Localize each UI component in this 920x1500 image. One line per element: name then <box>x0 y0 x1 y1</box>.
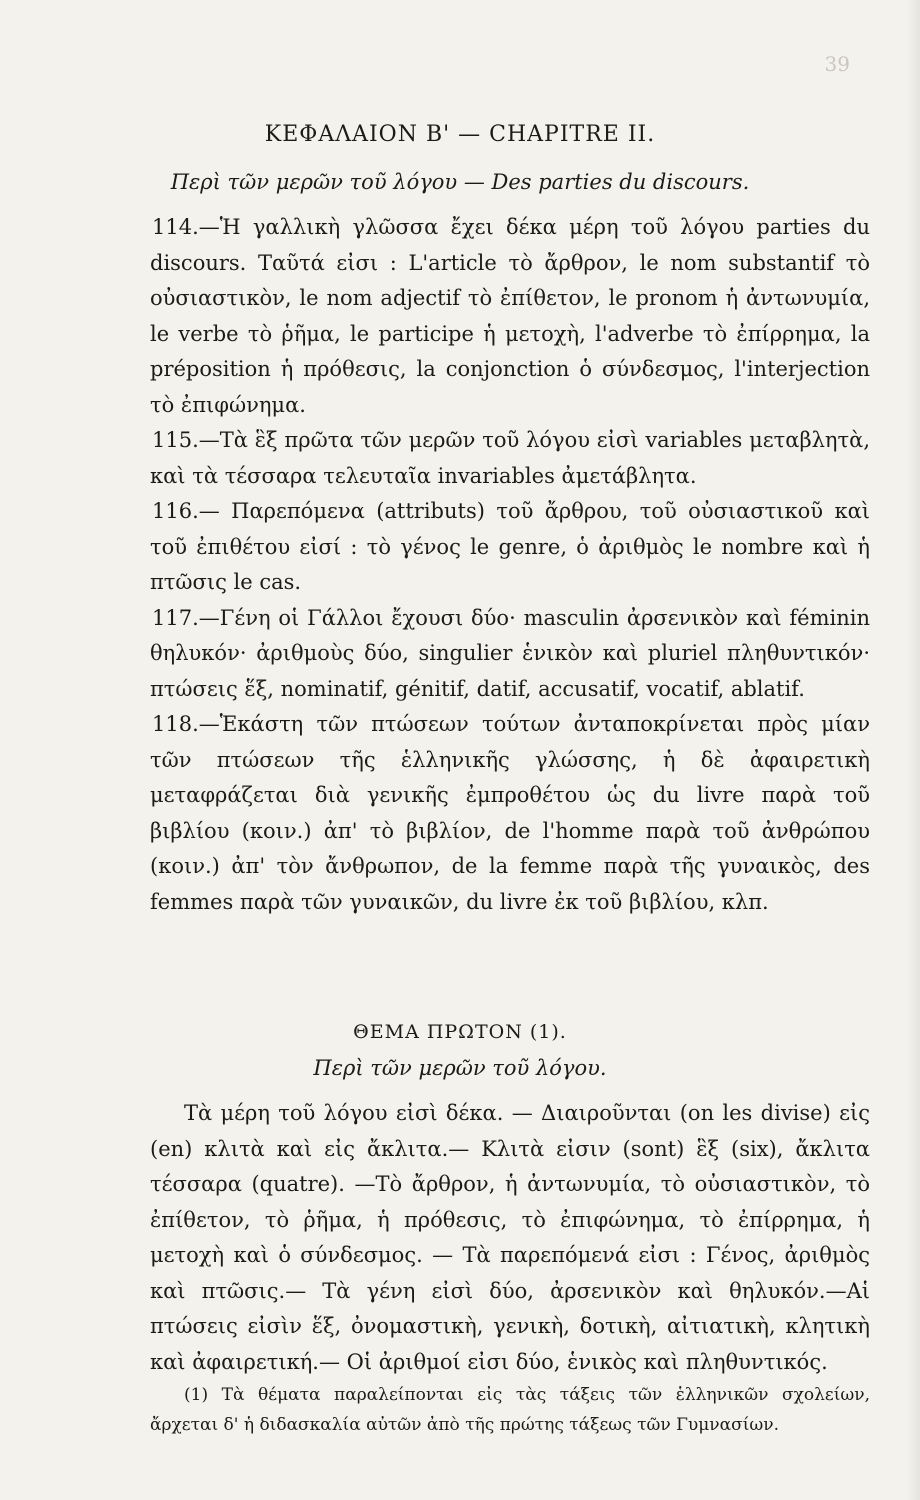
main-text <box>150 210 870 920</box>
paragraph-115: 115.—Τὰ ἓξ πρῶτα τῶν μερῶν τοῦ λόγου εἰσὶ variables μεταβλητὰ, καὶ τὰ τέσσαρα τελευταῖα invariables ἀμετάβλητα. <box>150 428 870 488</box>
paragraph-116: 116.— Παρεπόμενα (attributs) τοῦ ἄρθρου, τοῦ οὐσιαστικοῦ καὶ τοῦ ἐπιθέτου εἰσί : τὸ γένος le genre, ὁ ἀριθμὸς le nombre καὶ ἡ πτῶσις le cas. <box>150 499 870 594</box>
page-number: 39 <box>824 52 850 76</box>
exercise-text: Τὰ μέρη τοῦ λόγου εἰσὶ δέκα. — Διαιροῦνται (on les divise) εἰς (en) κλιτὰ καὶ εἰς ἄκλιτα.— Κλιτὰ εἰσιν (sont) ἓξ (six), ἄκλιτα τέσσαρα (quatre). —Τὸ ἄρθρον, ἡ ἀντωνυμία, τὸ οὐσιαστικὸν, τὸ ἐπίθετον, τὸ ῥῆμα, ἡ πρόθεσις, τὸ ἐπιφώνημα, τὸ ἐπίρρημα, ἡ μετοχὴ καὶ ὁ σύνδεσμος. — Τὰ παρεπόμενά εἰσι : Γένος, ἀριθμὸς καὶ πτῶσις.— Τὰ γένη εἰσὶ δύο, ἀρσενικὸν καὶ θηλυκόν.—Αἱ πτώσεις εἰσὶν ἕξ, ὀνομαστικὴ, γενικὴ, δοτικὴ, αἰτιατικὴ, κλητικὴ καὶ ἀφαιρετική.— Οἱ ἀριθμοί εἰσι δύο, ἑνικὸς καὶ πληθυντικός. <box>150 1101 870 1374</box>
paragraph-114: 114.—Ἡ γαλλικὴ γλῶσσα ἔχει δέκα μέρη τοῦ λόγου parties du discours. Ταῦτά εἰσι : L'article τὸ ἄρθρον, le nom substantif τὸ οὐσιαστικὸν, le nom adjectif τὸ ἐπίθετον, le pronom ἡ ἀντωνυμία, le verbe τὸ ῥῆμα, le participe ἡ μετοχὴ, l'adverbe τὸ ἐπίρρημα, la préposition ἡ πρόθεσις, la conjonction ὁ σύνδεσμος, l'interjection τὸ ἐπιφώνημα. <box>150 215 870 417</box>
footnote: (1) Τὰ θέματα παραλείπονται εἰς τὰς τάξεις τῶν ἑλληνικῶν σχολείων, ἄρχεται δ' ἡ διδασκαλία αὐτῶν ἀπὸ τῆς πρώτης τάξεως τῶν Γυμνασίων. <box>150 1385 870 1435</box>
paragraph-118: 118.—Ἑκάστη τῶν πτώσεων τούτων ἀνταποκρίνεται πρὸς μίαν τῶν πτώσεων τῆς ἑλληνικῆς γλώσσης, ἡ δὲ ἀφαιρετικὴ μεταφράζεται διὰ γενικῆς ἐμπροθέτου ὡς du livre παρὰ τοῦ βιβλίου (κοιν.) ἀπ' τὸ βιβλίον, de l'homme παρὰ τοῦ ἀνθρώπου (κοιν.) ἀπ' τὸν ἄνθρωπον, de la femme παρὰ τῆς γυναικὸς, des femmes παρὰ τῶν γυναικῶν, du livre ἐκ τοῦ βιβλίου, κλπ. <box>150 712 870 914</box>
exercise-subtitle: Περὶ τῶν μερῶν τοῦ λόγου. <box>313 1056 607 1080</box>
chapter-title: ΚΕΦΑΛΑΙΟΝ Β' — CHAPITRE II. <box>264 122 656 147</box>
page-edge-shadow <box>906 0 920 1500</box>
chapter-subtitle: Περὶ τῶν μερῶν τοῦ λόγου — Des parties du discours. <box>170 170 750 194</box>
paragraph-117: 117.—Γένη οἱ Γάλλοι ἔχουσι δύο· masculin ἀρσενικὸν καὶ féminin θηλυκόν· ἀριθμοὺς δύο, singulier ἑνικὸν καὶ pluriel πληθυντικόν· πτώσεις ἕξ, nominatif, génitif, datif, accusatif, vocatif, ablatif. <box>150 605 870 701</box>
exercise-heading: ΘΕΜΑ ΠΡΩΤΟΝ (1). <box>353 1021 567 1043</box>
